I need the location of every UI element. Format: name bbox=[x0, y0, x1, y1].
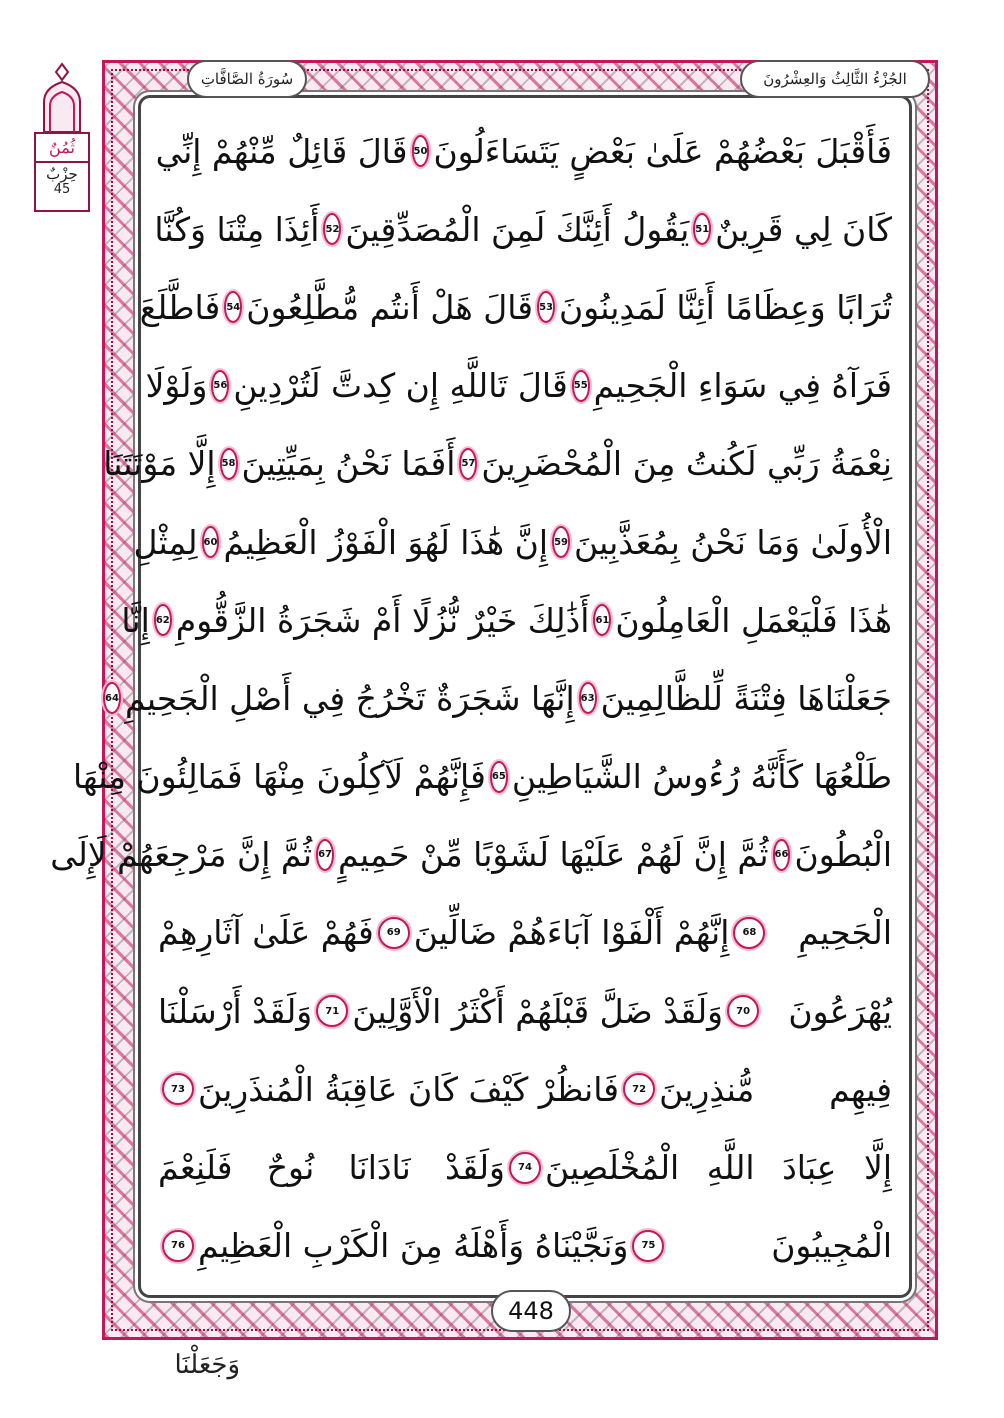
ayah-number-marker: 65 bbox=[490, 761, 508, 793]
verse-text: لِمِثْلِ bbox=[133, 522, 198, 562]
verse-text: يَقُولُ أَئِنَّكَ لَمِنَ الْمُصَدِّقِينَ bbox=[345, 209, 690, 249]
verse-text: فِيهِم مُّنذِرِينَ bbox=[659, 1069, 892, 1109]
verse-text: جَعَلْنَاهَا فِتْنَةً لِّلظَّالِمِينَ bbox=[600, 678, 892, 718]
ayah-number-marker: 56 bbox=[211, 370, 229, 402]
text-line bbox=[150, 112, 900, 190]
verse-text: فَرَآهُ فِي سَوَاءِ الْجَحِيمِ bbox=[593, 366, 892, 406]
verse-text: يُهْرَعُونَ bbox=[788, 991, 892, 1031]
ayah-number-marker: 67 bbox=[316, 839, 334, 871]
ayah-number-marker: 66 bbox=[773, 839, 791, 871]
ayah-number-marker: 54 bbox=[224, 291, 242, 323]
text-line bbox=[150, 190, 900, 268]
ayah-number-marker: 50 bbox=[412, 135, 430, 167]
text-line bbox=[139, 268, 900, 346]
ayah-number-marker: 75 bbox=[632, 1230, 664, 1262]
ayah-number-marker: 51 bbox=[693, 213, 711, 245]
verse-text: قَالَ هَلْ أَنتُم مُّطَّلِعُونَ bbox=[246, 287, 534, 327]
ayah-number-marker: 59 bbox=[552, 526, 570, 558]
verse-text: قَالَ تَاللَّهِ إِن كِدتَّ لَتُرْدِينِ bbox=[233, 366, 568, 406]
text-line bbox=[150, 1207, 900, 1285]
ayah-number-marker: 55 bbox=[572, 370, 590, 402]
verse-text: فَإِنَّهُمْ لَآكِلُونَ مِنْهَا فَمَالِئُونَ مِنْهَا bbox=[73, 757, 486, 797]
verse-text: الْجَحِيمِ bbox=[798, 913, 892, 953]
verse-text: إِلَّا مَوْتَتَنَا bbox=[103, 444, 216, 484]
page-number: 448 bbox=[491, 1290, 571, 1332]
text-line bbox=[150, 894, 900, 972]
text-line bbox=[121, 581, 900, 659]
catchword: وَجَعَلْنَا bbox=[174, 1350, 240, 1380]
verse-text: إِنَّ هَٰذَا لَهُوَ الْفَوْزُ الْعَظِيمُ bbox=[223, 522, 549, 562]
verse-text: وَلَوْلَا bbox=[145, 366, 208, 406]
text-line bbox=[150, 1050, 900, 1128]
verse-text: ثُمَّ إِنَّ لَهُمْ عَلَيْهَا لَشَوْبًا مِّنْ حَمِيمٍ bbox=[338, 835, 769, 875]
verse-text: طَلْعُهَا كَأَنَّهُ رُءُوسُ الشَّيَاطِينِ bbox=[511, 757, 892, 797]
hizb-number: 45 bbox=[53, 182, 71, 197]
verse-text: هَٰذَا فَلْيَعْمَلِ الْعَامِلُونَ bbox=[615, 600, 892, 640]
ayah-number-marker: 60 bbox=[202, 526, 220, 558]
verse-text: فَانظُرْ كَيْفَ كَانَ عَاقِبَةُ الْمُنذَرِينَ bbox=[198, 1069, 620, 1109]
ayah-number-marker: 53 bbox=[537, 291, 555, 323]
verse-text: وَنَجَّيْنَاهُ وَأَهْلَهُ مِنَ الْكَرْبِ الْعَظِيمِ bbox=[198, 1226, 629, 1266]
ornament-icon bbox=[34, 62, 90, 132]
ayah-number-marker: 68 bbox=[733, 917, 765, 949]
verse-text: أَئِذَا مِتْنَا وَكُنَّا bbox=[154, 209, 320, 249]
ayah-number-marker: 74 bbox=[509, 1152, 541, 1184]
verse-text: فَاطَّلَعَ bbox=[139, 287, 221, 327]
hizb-marker bbox=[30, 62, 94, 214]
verse-text: ثُمَّ إِنَّ مَرْجِعَهُمْ لَإِلَى bbox=[50, 835, 313, 875]
text-line bbox=[50, 816, 900, 894]
ayah-number-marker: 64 bbox=[103, 682, 121, 714]
verse-text: فَأَقْبَلَ بَعْضُهُمْ عَلَىٰ بَعْضٍ يَتَسَاءَلُونَ bbox=[433, 131, 892, 171]
verse-text: إِنَّهُمْ أَلْفَوْا آبَاءَهُمْ ضَالِّينَ bbox=[413, 913, 730, 953]
text-line bbox=[105, 659, 900, 737]
text-line bbox=[103, 425, 900, 503]
verse-text: نِعْمَةُ رَبِّي لَكُنتُ مِنَ الْمُحْضَرِينَ bbox=[481, 444, 892, 484]
ayah-number-marker: 72 bbox=[623, 1073, 655, 1105]
ayah-number-marker: 70 bbox=[727, 995, 759, 1027]
verse-text: تُرَابًا وَعِظَامًا أَئِنَّا لَمَدِينُونَ bbox=[559, 287, 892, 327]
hizb-word: حِزْبٌ bbox=[36, 161, 88, 183]
verse-text: أَذَٰلِكَ خَيْرٌ نُّزُلًا أَمْ شَجَرَةُ الزَّقُّومِ bbox=[175, 600, 590, 640]
verse-text: كَانَ لِي قَرِينٌ bbox=[715, 209, 892, 249]
ayah-number-marker: 57 bbox=[459, 448, 477, 480]
thumun-label: ثُمُنٌ bbox=[49, 138, 75, 157]
verse-text: إِلَّا عِبَادَ اللَّهِ الْمُخْلَصِينَ bbox=[545, 1148, 892, 1188]
verse-text: الْمُجِيبُونَ bbox=[771, 1226, 892, 1266]
ayah-number-marker: 52 bbox=[323, 213, 341, 245]
ayah-number-marker: 76 bbox=[162, 1230, 194, 1262]
text-line bbox=[133, 503, 900, 581]
text-line bbox=[150, 972, 900, 1050]
ayah-number-marker: 62 bbox=[154, 604, 172, 636]
ayah-number-marker: 69 bbox=[378, 917, 410, 949]
ayah-number-marker: 61 bbox=[593, 604, 611, 636]
text-line bbox=[73, 738, 900, 816]
text-line bbox=[145, 347, 900, 425]
verse-text: إِنَّا bbox=[121, 600, 150, 640]
hizb-box bbox=[34, 132, 90, 212]
verse-text: الْأُولَىٰ وَمَا نَحْنُ بِمُعَذَّبِينَ bbox=[574, 522, 892, 562]
verse-text: وَلَقَدْ ضَلَّ قَبْلَهُمْ أَكْثَرُ الْأَوَّلِينَ bbox=[352, 991, 724, 1031]
juz-label: الجُزْءُ الثَّالِثُ وَالعِشْرُونَ bbox=[740, 60, 930, 98]
verse-text: وَلَقَدْ أَرْسَلْنَا bbox=[158, 991, 313, 1031]
verse-text: أَفَمَا نَحْنُ بِمَيِّتِينَ bbox=[241, 444, 456, 484]
verse-text: الْبُطُونَ bbox=[794, 835, 892, 875]
verse-text: فَهُمْ عَلَىٰ آثَارِهِمْ bbox=[158, 913, 374, 953]
surah-label: سُورَةُ الصَّافَّاتِ bbox=[187, 60, 307, 98]
verse-text: إِنَّهَا شَجَرَةٌ تَخْرُجُ فِي أَصْلِ الْجَحِيمِ bbox=[124, 678, 575, 718]
verse-text: وَلَقَدْ نَادَانَا نُوحٌ فَلَنِعْمَ bbox=[158, 1148, 505, 1188]
ayah-number-marker: 58 bbox=[220, 448, 238, 480]
ayah-number-marker: 71 bbox=[316, 995, 348, 1027]
ayah-number-marker: 63 bbox=[579, 682, 597, 714]
ayah-number-marker: 73 bbox=[162, 1073, 194, 1105]
verse-text: قَالَ قَائِلٌ مِّنْهُمْ إِنِّي bbox=[155, 131, 408, 171]
text-line bbox=[150, 1128, 900, 1206]
